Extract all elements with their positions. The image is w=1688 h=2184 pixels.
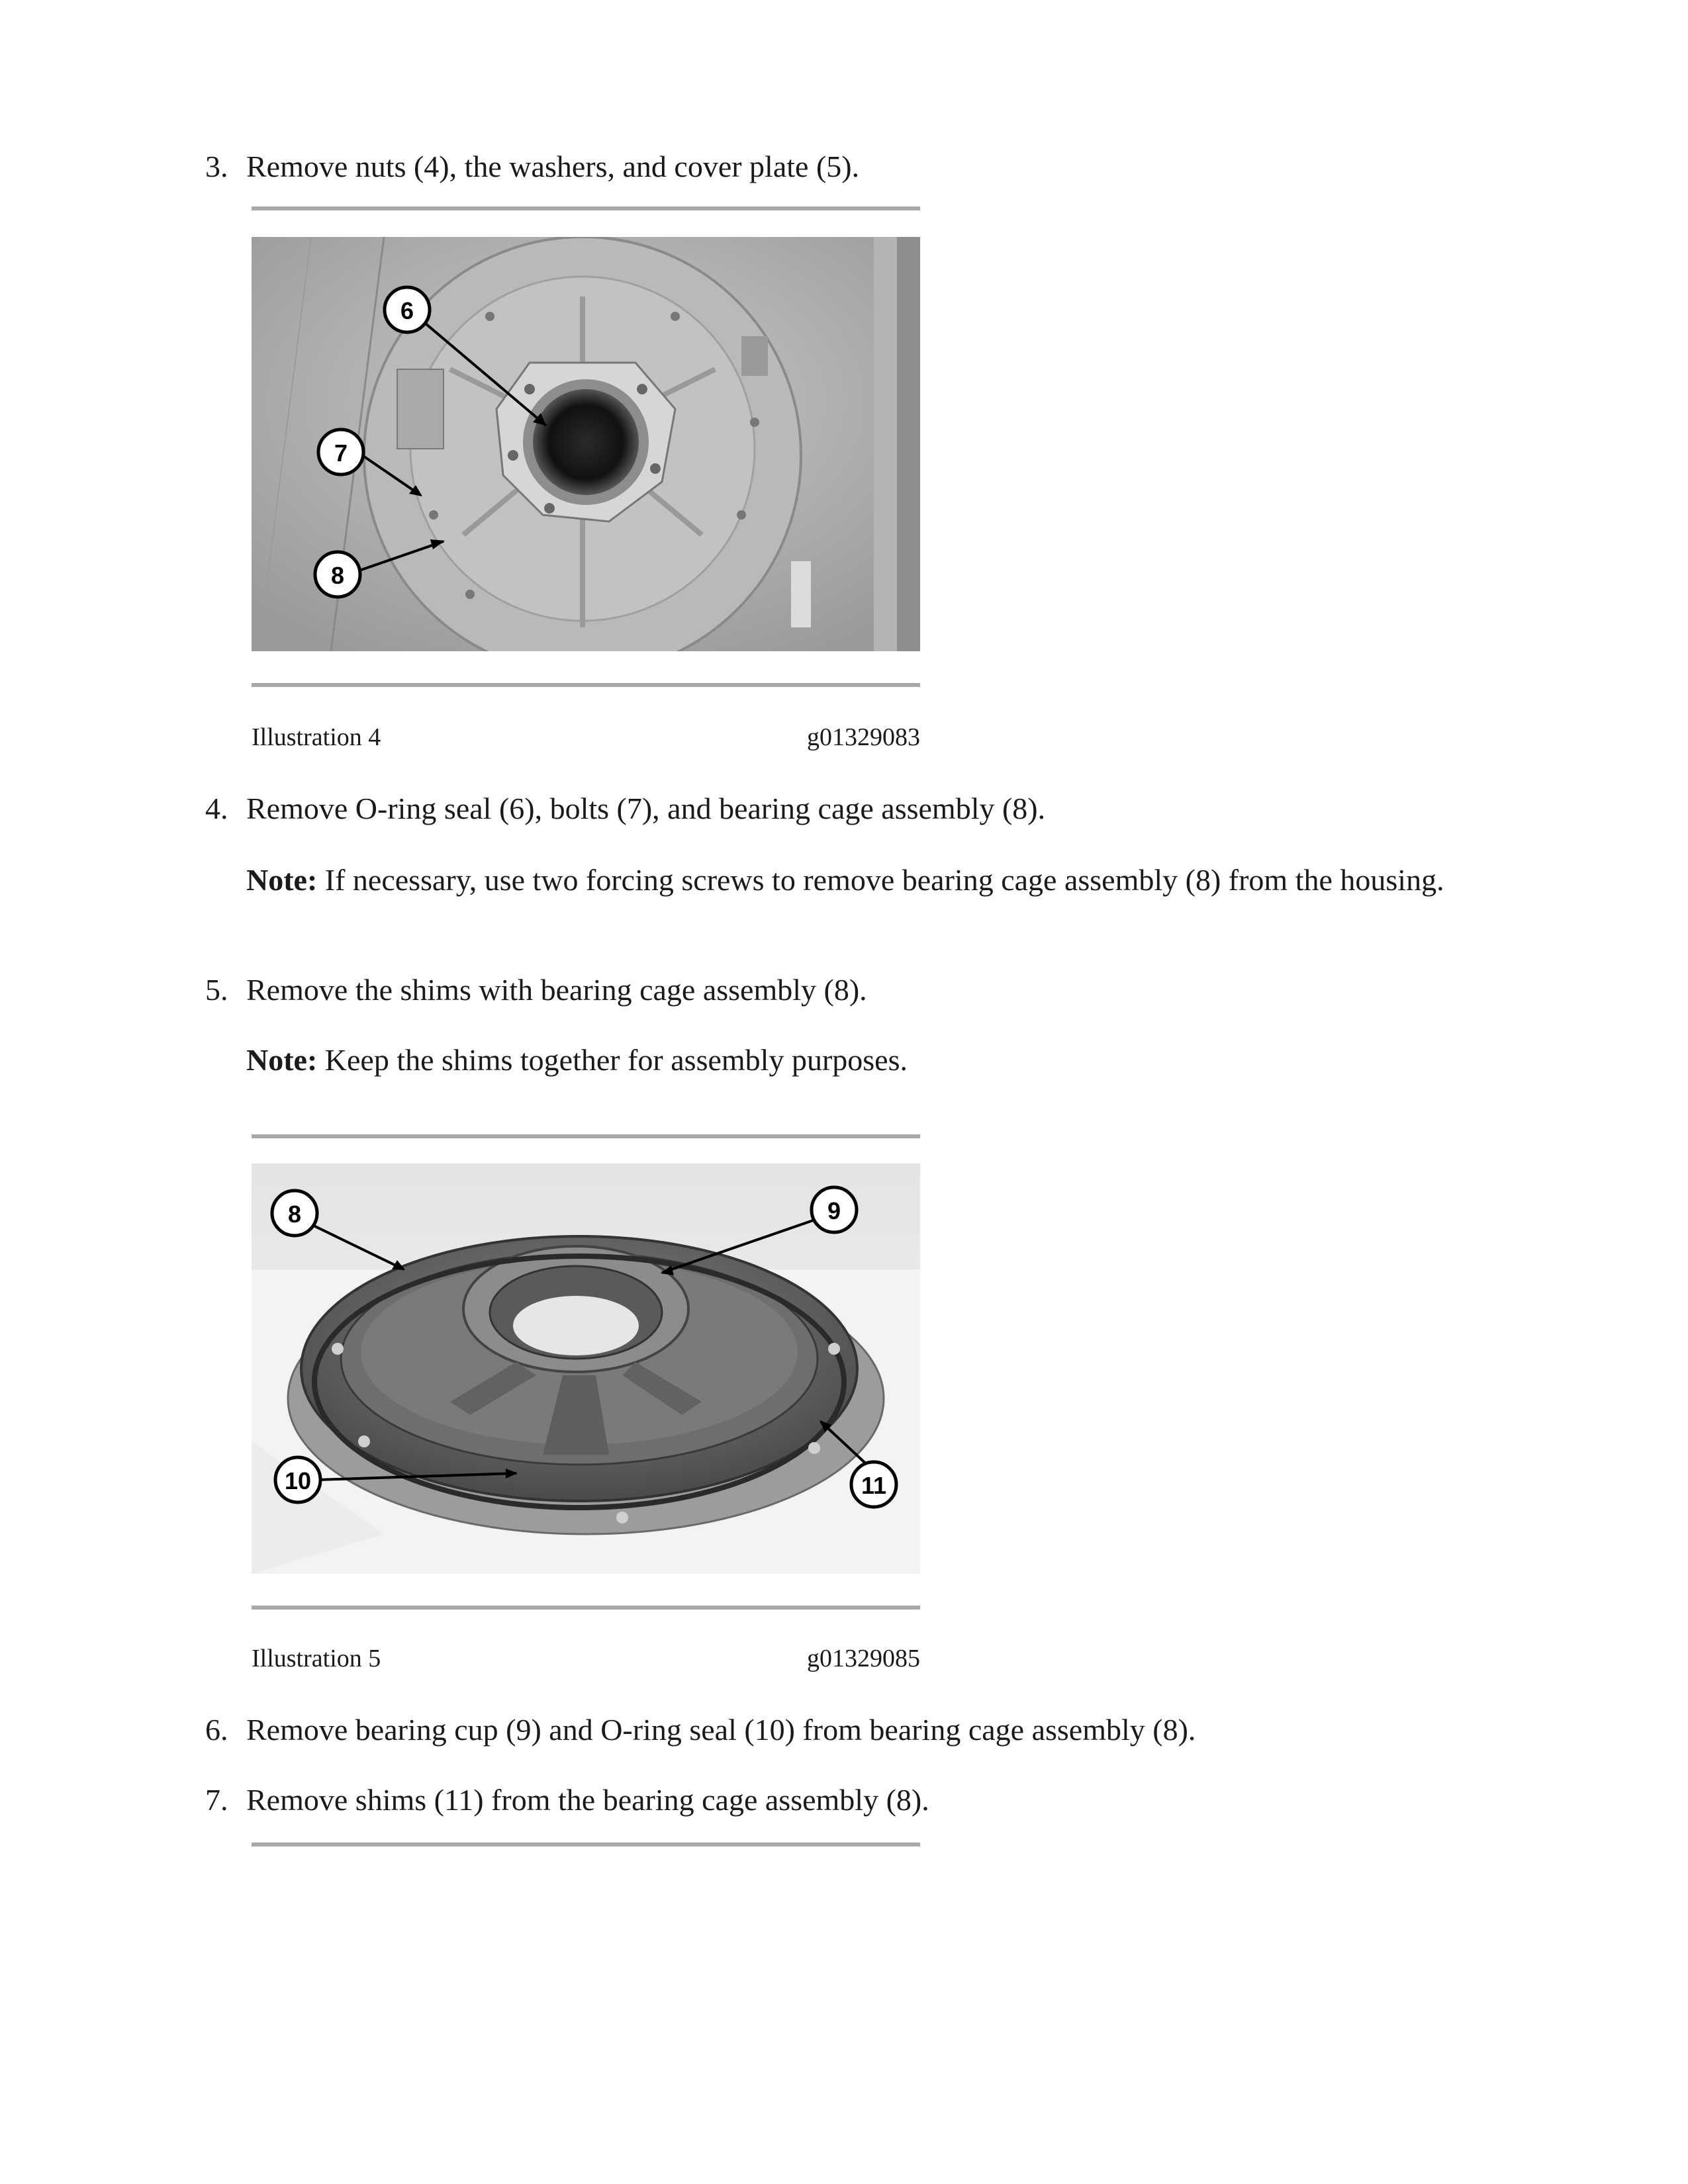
divider xyxy=(252,206,920,210)
step-text: Remove O-ring seal (6), bolts (7), and bearing cage assembly (8). xyxy=(246,792,1046,825)
callout-7: 7 xyxy=(334,439,348,467)
step-number: 5. xyxy=(205,973,228,1007)
graphic-id: g01329085 xyxy=(807,1645,920,1672)
step-number: 7. xyxy=(205,1783,228,1817)
note-text: If necessary, use two forcing screws to remove bearing cage assembly (8) from the housing. xyxy=(317,863,1444,897)
divider xyxy=(252,1134,920,1138)
note-forcing-screws xyxy=(246,862,1477,899)
note-label: Note: xyxy=(246,1043,318,1077)
graphic-id: g01329083 xyxy=(807,723,920,751)
step-number: 6. xyxy=(205,1713,228,1747)
illustration-label: Illustration 5 xyxy=(252,1645,381,1672)
step-text: Remove bearing cup (9) and O-ring seal (10) from bearing cage assembly (8). xyxy=(246,1713,1196,1747)
divider xyxy=(252,1843,920,1846)
callout-6: 6 xyxy=(400,297,414,324)
callout-8: 8 xyxy=(287,1201,302,1228)
callout-9: 9 xyxy=(827,1197,841,1224)
divider xyxy=(252,1606,920,1610)
step-text: Remove the shims with bearing cage assembly (8). xyxy=(246,973,867,1007)
divider xyxy=(252,683,920,687)
illustration-5-photo xyxy=(252,1163,920,1574)
step-text: Remove nuts (4), the washers, and cover plate (5). xyxy=(246,150,860,183)
illustration-label: Illustration 4 xyxy=(252,723,381,751)
callout-10: 10 xyxy=(284,1467,312,1494)
illustration-4-photo xyxy=(252,237,920,651)
step-number: 4. xyxy=(205,792,228,825)
callout-11: 11 xyxy=(861,1472,887,1499)
note-shims xyxy=(246,1042,1477,1079)
callout-8: 8 xyxy=(330,562,345,589)
step-text: Remove shims (11) from the bearing cage assembly (8). xyxy=(246,1783,929,1817)
step-number: 3. xyxy=(205,150,228,183)
note-text: Keep the shims together for assembly purposes. xyxy=(317,1043,908,1077)
note-label: Note: xyxy=(246,863,318,897)
